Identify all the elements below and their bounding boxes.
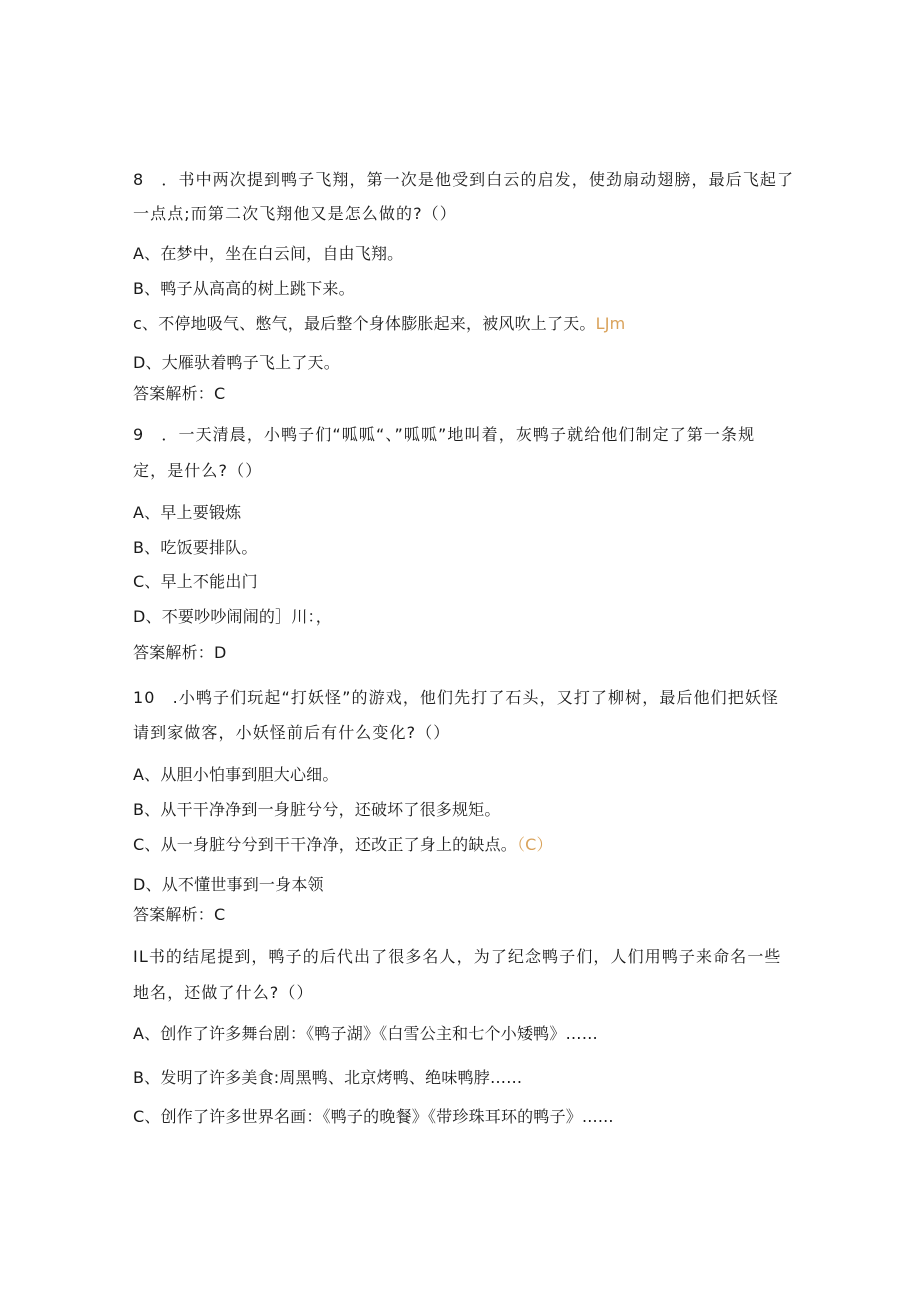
handwritten-annotation: LJm — [595, 314, 626, 333]
question-11-option-a: A、创作了许多舞台剧：《鸭子湖》《白雪公主和七个小矮鸭》…… — [133, 1024, 598, 1043]
question-9-option-b: B、吃饭要排队。 — [133, 538, 258, 557]
question-10-answer: 答案解析：C — [133, 905, 226, 924]
question-11-option-b: B、发明了许多美食:周黑鸭、北京烤鸭、绝味鸭脖…… — [133, 1068, 523, 1087]
question-9-stem-line-2: 定，是什么?（） — [133, 461, 263, 480]
option-text: C、从一身脏兮兮到干干净净，还改正了身上的缺点。 — [133, 835, 517, 854]
question-10-option-a: A、从胆小怕事到胆大心细。 — [133, 765, 339, 784]
question-8-stem-line-1: 8 ．书中两次提到鸭子飞翔，第一次是他受到白云的启发，使劲扇动翅膀，最后飞起了 — [133, 170, 795, 189]
question-8-stem-line-2: 一点点;而第二次飞翔他又是怎么做的?（） — [133, 204, 457, 223]
handwritten-annotation: （C） — [516, 835, 553, 854]
question-8-option-a: A、在梦中，坐在白云间，自由飞翔。 — [133, 244, 404, 263]
question-10-option-d: D、从不懂世事到一身本领 — [133, 875, 324, 894]
question-8-option-c — [133, 314, 625, 334]
question-8-option-b: B、鸭子从高高的树上跳下来。 — [133, 279, 355, 298]
question-9-stem-line-1: 9 ．一天清晨，小鸭子们“呱呱“、”呱呱”地叫着，灰鸭子就给他们制定了第一条规 — [133, 425, 756, 444]
question-10-option-b: B、从干干净净到一身脏兮兮，还破坏了很多规矩。 — [133, 800, 501, 819]
option-text: c、不停地吸气、憋气，最后整个身体膨胀起来，被风吹上了天。 — [133, 314, 596, 333]
question-8-answer: 答案解析：C — [133, 384, 226, 403]
question-10-stem-line-1: 10 .小鸭子们玩起“打妖怪”的游戏，他们先打了石头，又打了柳树，最后他们把妖怪 — [133, 688, 780, 707]
question-11-stem-line-1: IL书的结尾提到，鸭子的后代出了很多名人，为了纪念鸭子们，人们用鸭子来命名一些 — [133, 947, 782, 966]
question-10-option-c — [133, 835, 553, 855]
question-10-stem-line-2: 请到家做客，小妖怪前后有什么变化?（） — [133, 723, 451, 742]
question-9-option-d: D、不要吵吵闹闹的］川：， — [133, 607, 332, 626]
question-9-answer: 答案解析：D — [133, 643, 227, 662]
question-11-stem-line-2: 地名，还做了什么?（） — [133, 983, 314, 1002]
question-8-option-d: D、大雁驮着鸭子飞上了天。 — [133, 353, 340, 372]
question-9-option-c: C、早上不能出门 — [133, 572, 258, 591]
question-11-option-c: C、创作了许多世界名画：《鸭子的晚餐》《带珍珠耳环的鸭子》...... — [133, 1107, 614, 1126]
question-9-option-a: A、早上要锻炼 — [133, 503, 242, 522]
